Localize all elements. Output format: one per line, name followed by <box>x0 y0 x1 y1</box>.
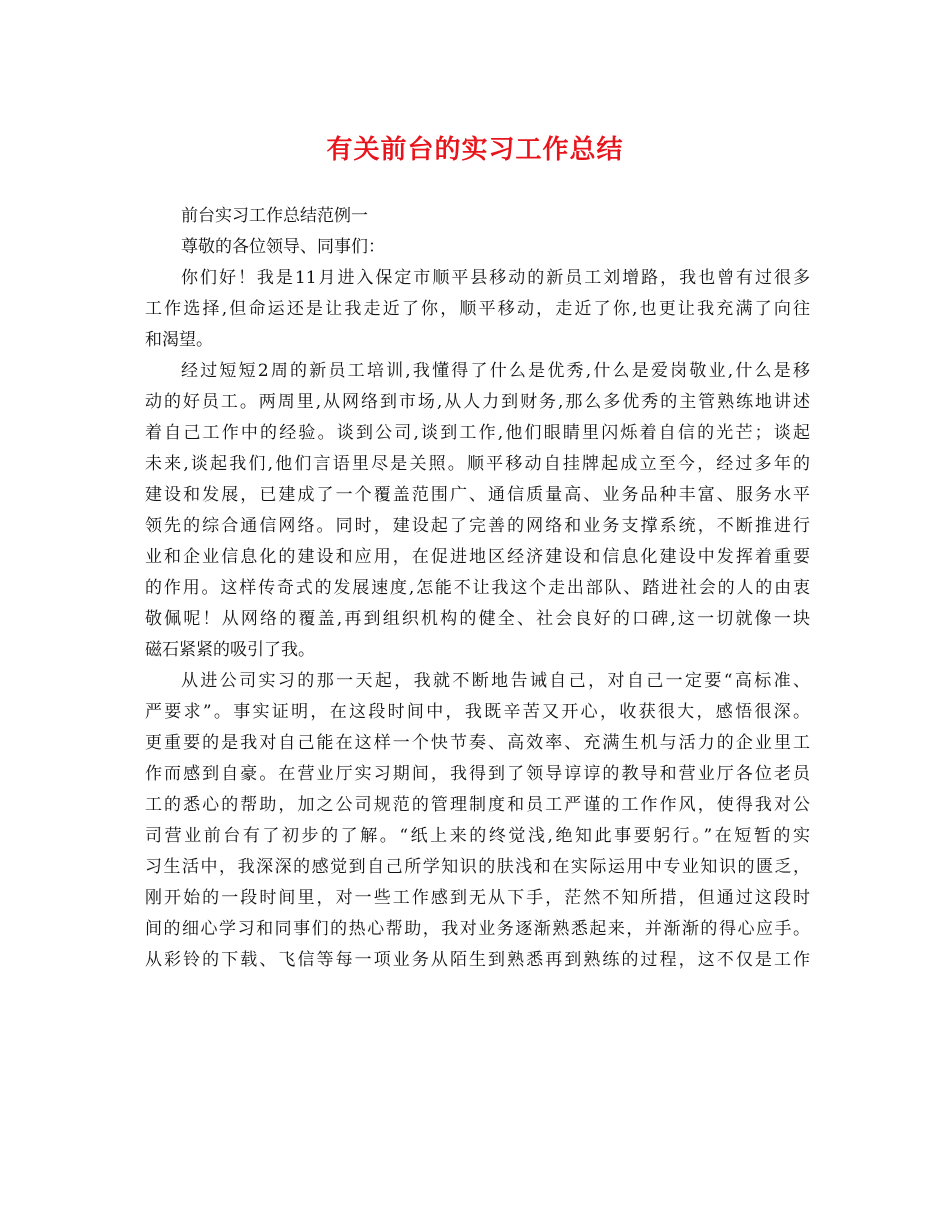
document-body <box>145 201 810 976</box>
paragraph-3-line-7: 习生活中，我深深的感觉到自己所学知识的肤浅和在实际运用中专业知识的匮乏， <box>145 857 810 877</box>
paragraph-2-line-2: 动的好员工。两周里,从网络到市场,从人力到财务,那么多优秀的主管熟练地讲述 <box>145 392 810 412</box>
paragraph-2-line-3: 着自己工作中的经验。谈到公司,谈到工作,他们眼睛里闪烁着自信的光芒；谈起 <box>145 423 810 443</box>
salutation: 尊敬的各位领导、同事们： <box>181 237 385 257</box>
paragraph-3-line-8: 刚开始的一段时间里，对一些工作感到无从下手，茫然不知所措，但通过这段时 <box>145 888 810 908</box>
paragraph-1-line-1: 你们好！我是11月进入保定市顺平县移动的新员工刘增路，我也曾有过很多 <box>181 268 810 288</box>
paragraph-2-line-5: 建设和发展，已建成了一个覆盖范围广、通信质量高、业务品种丰富、服务水平 <box>145 485 810 505</box>
document-title: 有关前台的实习工作总结 <box>326 135 624 165</box>
paragraph-1-line-3: 和渴望。 <box>145 330 213 350</box>
paragraph-1-line-2: 工作选择,但命运还是让我走近了你，顺平移动，走近了你,也更让我充满了向往 <box>145 299 810 319</box>
paragraph-3-line-5: 工的悉心的帮助，加之公司规范的管理制度和员工严谨的工作作风，使得我对公 <box>145 795 810 815</box>
paragraph-2-line-10: 磁石紧紧的吸引了我。 <box>145 640 315 660</box>
paragraph-2-line-7: 业和企业信息化的建设和应用，在促进地区经济建设和信息化建设中发挥着重要 <box>145 547 810 567</box>
paragraph-2-line-8: 的作用。这样传奇式的发展速度,怎能不让我这个走出部队、踏进社会的人的由衷 <box>145 578 810 598</box>
paragraph-3-line-1: 从进公司实习的那一天起，我就不断地告诫自己，对自己一定要“高标准、 <box>181 671 810 691</box>
paragraph-2-line-4: 未来,谈起我们,他们言语里尽是关照。顺平移动自挂牌起成立至今，经过多年的 <box>145 454 810 474</box>
paragraph-3-line-3: 更重要的是我对自己能在这样一个快节奏、高效率、充满生机与活力的企业里工 <box>145 733 810 753</box>
paragraph-3-line-4: 作而感到自豪。在营业厅实习期间，我得到了领导谆谆的教导和营业厅各位老员 <box>145 764 810 784</box>
paragraph-3-line-9: 间的细心学习和同事们的热心帮助，我对业务逐渐熟悉起来，并渐渐的得心应手。 <box>145 919 810 939</box>
paragraph-3-line-6: 司营业前台有了初步的了解。“纸上来的终觉浅,绝知此事要躬行。”在短暂的实 <box>145 826 810 846</box>
paragraph-3-line-2: 严要求”。事实证明，在这段时间中，我既辛苦又开心，收获很大，感悟很深。 <box>145 702 810 722</box>
paragraph-2-line-1: 经过短短2周的新员工培训,我懂得了什么是优秀,什么是爱岗敬业,什么是移 <box>181 361 810 381</box>
section-heading: 前台实习工作总结范例一 <box>181 206 368 226</box>
paragraph-2-line-9: 敬佩呢！从网络的覆盖,再到组织机构的健全、社会良好的口碑,这一切就像一块 <box>145 609 810 629</box>
paragraph-2-line-6: 领先的综合通信网络。同时，建设起了完善的网络和业务支撑系统，不断推进行 <box>145 516 810 536</box>
paragraph-3-line-10: 从彩铃的下载、飞信等每一项业务从陌生到熟悉再到熟练的过程，这不仅是工作 <box>145 950 810 970</box>
